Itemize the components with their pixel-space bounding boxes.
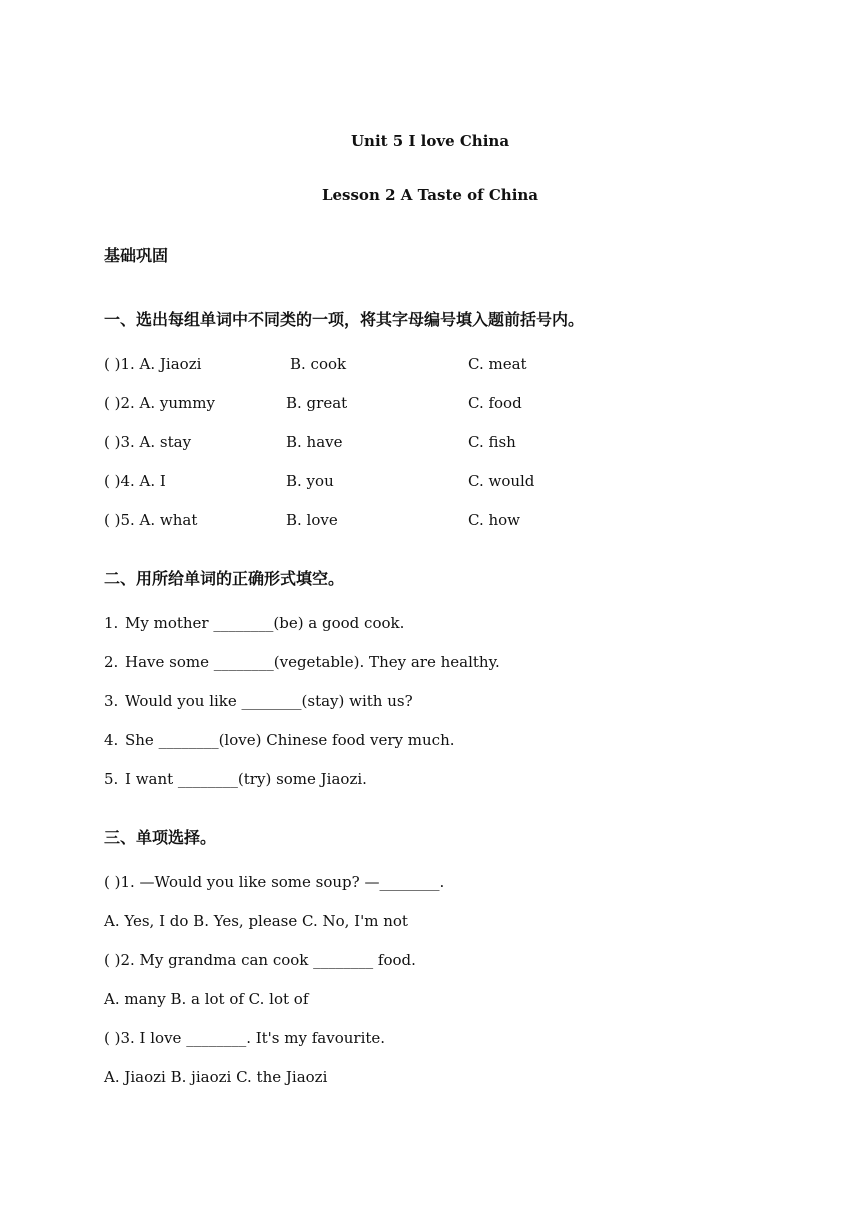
section2-heading: 二、用所给单词的正确形式填空。	[104, 569, 345, 588]
section1-heading: 一、选出每组单词中不同类的一项，将其字母编号填入题前括号内。	[104, 310, 585, 329]
s1-q3-option-b: B. have	[286, 433, 343, 451]
s2-item-text: Have some ________(vegetable). They are healthy.	[125, 653, 500, 671]
lesson-title: Lesson 2 A Taste of China	[321, 186, 539, 204]
s2-item-number: 4.	[104, 731, 119, 749]
unit-title: Unit 5 I love China	[350, 132, 510, 150]
s3-q2-stem: ( )2. My grandma can cook ________ food.	[104, 951, 416, 969]
s3-q3-stem: ( )3. I love ________. It's my favourite.	[104, 1029, 386, 1047]
s1-q4-option-c: C. would	[468, 472, 535, 490]
s1-q1-stem: ( )1. A. Jiaozi	[104, 355, 202, 373]
s2-item-number: 5.	[104, 770, 119, 788]
basic-heading: 基础巩固	[104, 246, 169, 265]
s3-q1-options: A. Yes, I do B. Yes, please C. No, I'm not	[104, 912, 408, 930]
s1-q1-option-c: C. meat	[468, 355, 527, 373]
section3-heading: 三、单项选择。	[104, 828, 217, 847]
s2-item-text: Would you like ________(stay) with us?	[125, 692, 413, 710]
s2-item-number: 1.	[104, 614, 119, 632]
s1-q3-option-c: C. fish	[468, 433, 516, 451]
s1-q5-stem: ( )5. A. what	[104, 511, 198, 529]
s1-q2-option-b: B. great	[286, 394, 348, 412]
s1-q4-option-b: B. you	[286, 472, 334, 490]
s3-q3-options: A. Jiaozi B. jiaozi C. the Jiaozi	[104, 1068, 328, 1086]
s1-q5-option-b: B. love	[286, 511, 338, 529]
s1-q1-option-b: B. cook	[290, 355, 347, 373]
s1-q4-stem: ( )4. A. I	[104, 472, 166, 490]
s2-item-text: She ________(love) Chinese food very much.	[125, 731, 455, 749]
s3-q2-options: A. many B. a lot of C. lot of	[104, 990, 309, 1008]
s1-q2-stem: ( )2. A. yummy	[104, 394, 215, 412]
s2-item-number: 3.	[104, 692, 119, 710]
s1-q2-option-c: C. food	[468, 394, 522, 412]
s1-q5-option-c: C. how	[468, 511, 521, 529]
s1-q3-stem: ( )3. A. stay	[104, 433, 192, 451]
s2-item-text: My mother ________(be) a good cook.	[125, 614, 405, 632]
s2-item-number: 2.	[104, 653, 119, 671]
s3-q1-stem: ( )1. —Would you like some soup? —________.	[104, 873, 445, 891]
s2-item-text: I want ________(try) some Jiaozi.	[125, 770, 367, 788]
